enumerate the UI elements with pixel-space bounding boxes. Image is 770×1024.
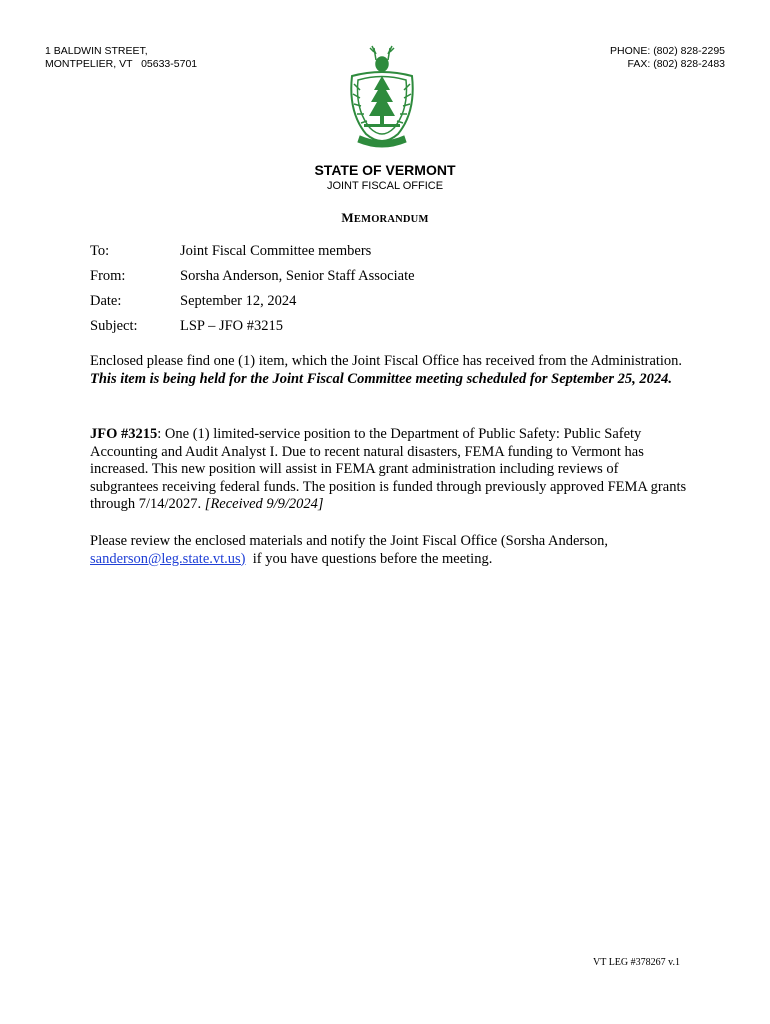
field-value: Joint Fiscal Committee members (180, 243, 372, 259)
memo-field-date (90, 293, 415, 318)
address-line-1: 1 BALDWIN STREET, (45, 45, 148, 57)
letterhead-contact (610, 45, 725, 71)
meeting-notice: This item is being held for the Joint Fiscal Committee meeting scheduled for September 25, 2024. (90, 370, 673, 387)
office-heading (0, 162, 770, 193)
field-label: Subject: (90, 318, 138, 334)
memo-title (0, 210, 770, 226)
field-label: Date: (90, 293, 122, 309)
intro-text: Enclosed please find one (1) item, which the Joint Fiscal Office has received from the Administration. (90, 353, 683, 369)
memo-field-from (90, 268, 415, 293)
letterhead-address (45, 45, 197, 71)
intro-paragraph (90, 353, 690, 388)
closing-paragraph (90, 533, 690, 568)
field-value: September 12, 2024 (180, 293, 297, 309)
field-label: From: (90, 268, 126, 284)
contact-email-link[interactable]: sanderson@leg.state.vt.us) (90, 550, 246, 567)
memo-title-initial: M (341, 210, 354, 225)
item-paragraph (90, 426, 690, 514)
closing-tail: if you have questions before the meeting. (245, 550, 493, 567)
memo-field-subject (90, 318, 415, 343)
address-line-2: MONTPELIER, VT 05633-5701 (45, 58, 198, 70)
field-label: To: (90, 243, 110, 259)
item-description: : One (1) limited-service position to the Department of Public Safety: Public Safety Accounting and Audit Analyst I. Due to recent natural disasters, FEMA funding to Vermont has increased. This new position will assist in FEMA grant administration including reviews of subgrantees receiving federal funds. The position is funded through previously approved FEMA grants through 7/14/2027. (90, 426, 687, 512)
memo-field-to (90, 243, 415, 268)
received-date: [Received 9/9/2024] (204, 496, 324, 512)
document-id-footer: VT LEG #378267 v.1 (593, 957, 680, 968)
phone-number: PHONE: (802) 828-2295 (610, 45, 725, 57)
field-value: Sorsha Anderson, Senior Staff Associate (180, 268, 415, 284)
fax-number: FAX: (802) 828-2483 (627, 58, 725, 70)
state-name: STATE OF VERMONT (314, 162, 456, 178)
office-name: JOINT FISCAL OFFICE (326, 180, 444, 192)
memo-title-rest: EMORANDUM (353, 214, 429, 225)
item-id: JFO #3215 (90, 426, 158, 442)
field-value: LSP – JFO #3215 (180, 318, 284, 334)
closing-text: Please review the enclosed materials and notify the Joint Fiscal Office (Sorsha Anderson, (90, 533, 608, 549)
vermont-state-seal-icon (340, 42, 424, 154)
memo-header-fields (90, 243, 415, 343)
